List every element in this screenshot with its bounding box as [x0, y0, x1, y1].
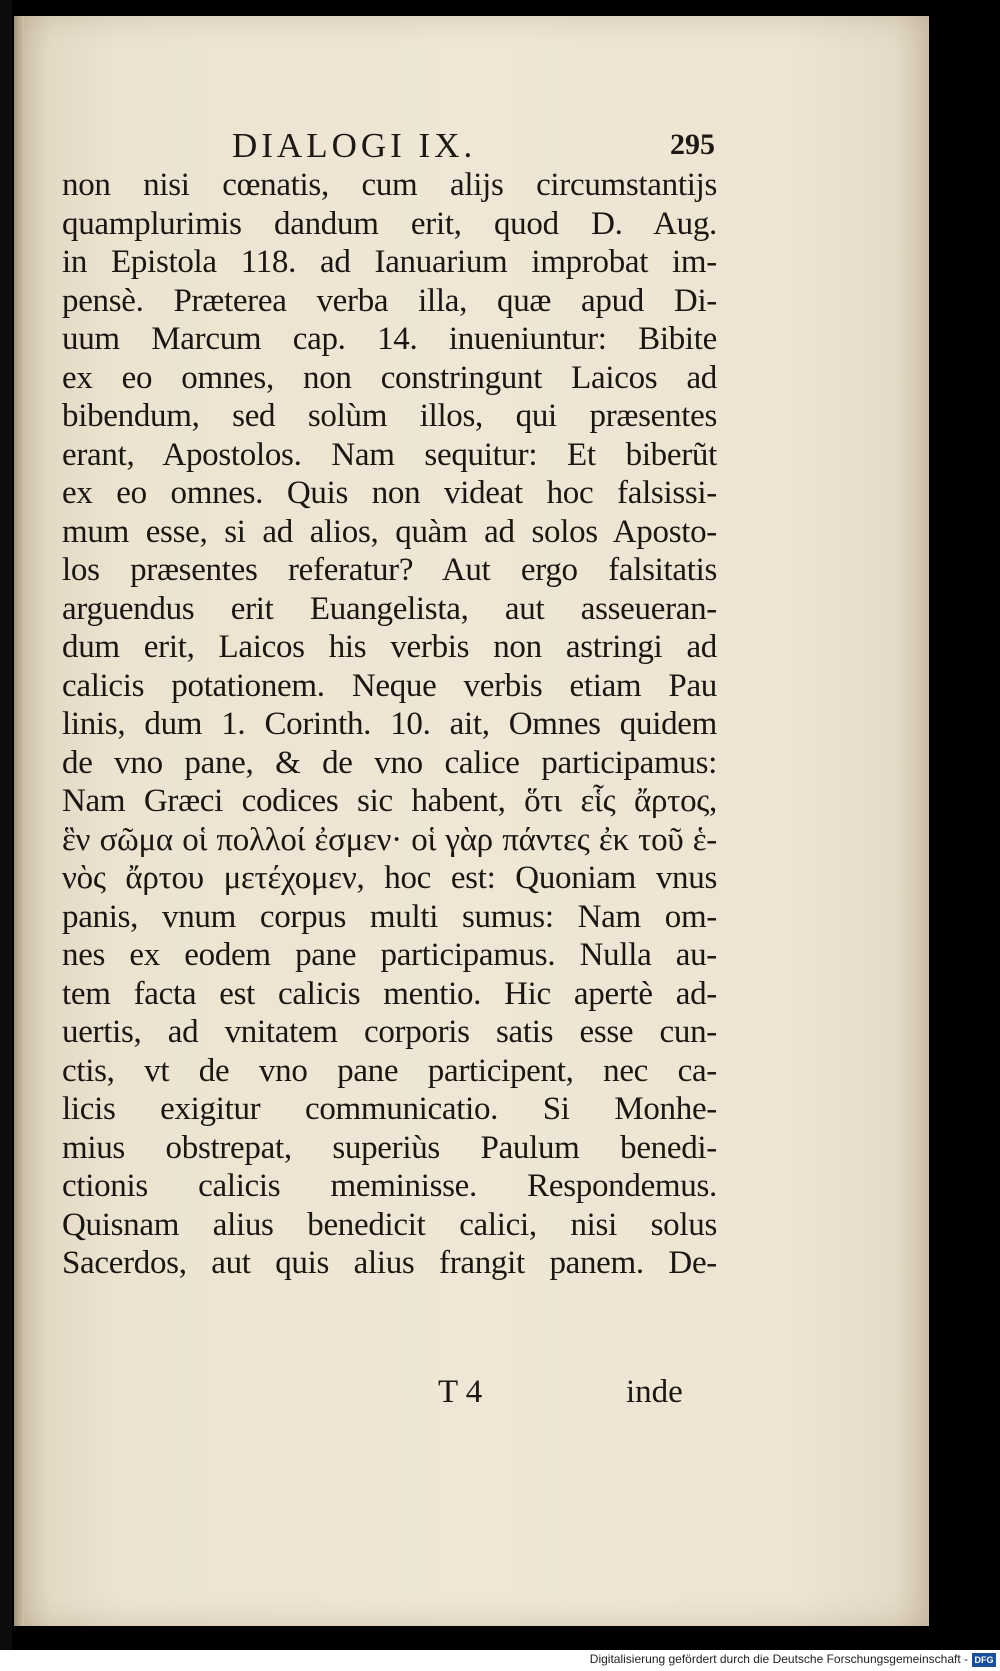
text-line: νὸς ἄρτου μετέχομεν, hoc est: Quoniam vnus: [62, 860, 717, 896]
text-line: Nam Græci codices sic habent, ὅτι εἷς ἄρτος,: [62, 783, 717, 819]
text-line: uertis, ad vnitatem corporis satis esse cun-: [62, 1014, 717, 1050]
text-line: non nisi cœnatis, cum alijs circumstantijs: [62, 167, 717, 203]
signature-mark: T 4: [438, 1374, 483, 1410]
text-line: arguendus erit Euangelista, aut asseueran-: [62, 590, 717, 627]
text-line: Quisnam alius benedicit calici, nisi solus: [62, 1206, 717, 1243]
text-line: uum Marcum cap. 14. inueniuntur: Bibite: [62, 321, 717, 357]
page-gutter-edge: [14, 16, 24, 1626]
text-line: licis exigitur communicatio. Si Monhe-: [62, 1091, 717, 1127]
text-line: los præsentes referatur? Aut ergo falsitatis: [62, 552, 717, 588]
text-line: calicis potationem. Neque verbis etiam Pau: [62, 667, 717, 704]
text-line: panis, vnum corpus multi sumus: Nam om-: [62, 898, 717, 935]
catch-line: [14, 1374, 929, 1414]
text-line: ctis, vt de vno pane participent, nec ca-: [62, 1052, 717, 1089]
text-line: mum esse, si ad alios, quàm ad solos Aposto-: [62, 513, 717, 550]
dfg-logo-icon: DFG: [972, 1653, 996, 1667]
running-head-title: DIALOGI IX.: [232, 126, 477, 165]
catchword: inde: [626, 1374, 683, 1410]
scanner-border: [0, 0, 12, 1671]
footer-bar: [0, 1650, 1000, 1671]
page-number: 295: [670, 128, 715, 161]
body-text: [62, 166, 717, 1283]
text-line: bibendum, sed solùm illos, qui præsentes: [62, 398, 717, 434]
text-line: ἓν σῶμα οἱ πολλοί ἐσμεν· οἱ γὰρ πάντες ἐκ τοῦ ἑ-: [62, 821, 717, 858]
text-line: pensè. Præterea verba illa, quæ apud Di-: [62, 282, 717, 319]
text-line: erant, Apostolos. Nam sequitur: Et biberũt: [62, 436, 717, 473]
text-line: quamplurimis dandum erit, quod D. Aug.: [62, 205, 717, 242]
text-line: mius obstrepat, superiùs Paulum benedi-: [62, 1129, 717, 1166]
running-head: [14, 126, 929, 166]
text-line: ctionis calicis meminisse. Respondemus.: [62, 1168, 717, 1204]
text-line: in Epistola 118. ad Ianuarium improbat im-: [62, 244, 717, 280]
text-line: linis, dum 1. Corinth. 10. ait, Omnes quidem: [62, 706, 717, 742]
text-line: dum erit, Laicos his verbis non astringi ad: [62, 629, 717, 665]
text-line: ex eo omnes, non constringunt Laicos ad: [62, 359, 717, 396]
text-line: ex eo omnes. Quis non videat hoc falsissi-: [62, 475, 717, 511]
text-line: nes ex eodem pane participamus. Nulla au-: [62, 937, 717, 973]
text-line: tem facta est calicis mentio. Hic apertè ad-: [62, 975, 717, 1012]
book-page: [14, 16, 929, 1626]
footer-credit: Digitalisierung gefördert durch die Deutsche Forschungsgemeinschaft -: [589, 1652, 968, 1666]
text-line: de vno pane, & de vno calice participamus:: [62, 744, 717, 781]
text-line: Sacerdos, aut quis alius frangit panem. De-: [62, 1245, 717, 1281]
